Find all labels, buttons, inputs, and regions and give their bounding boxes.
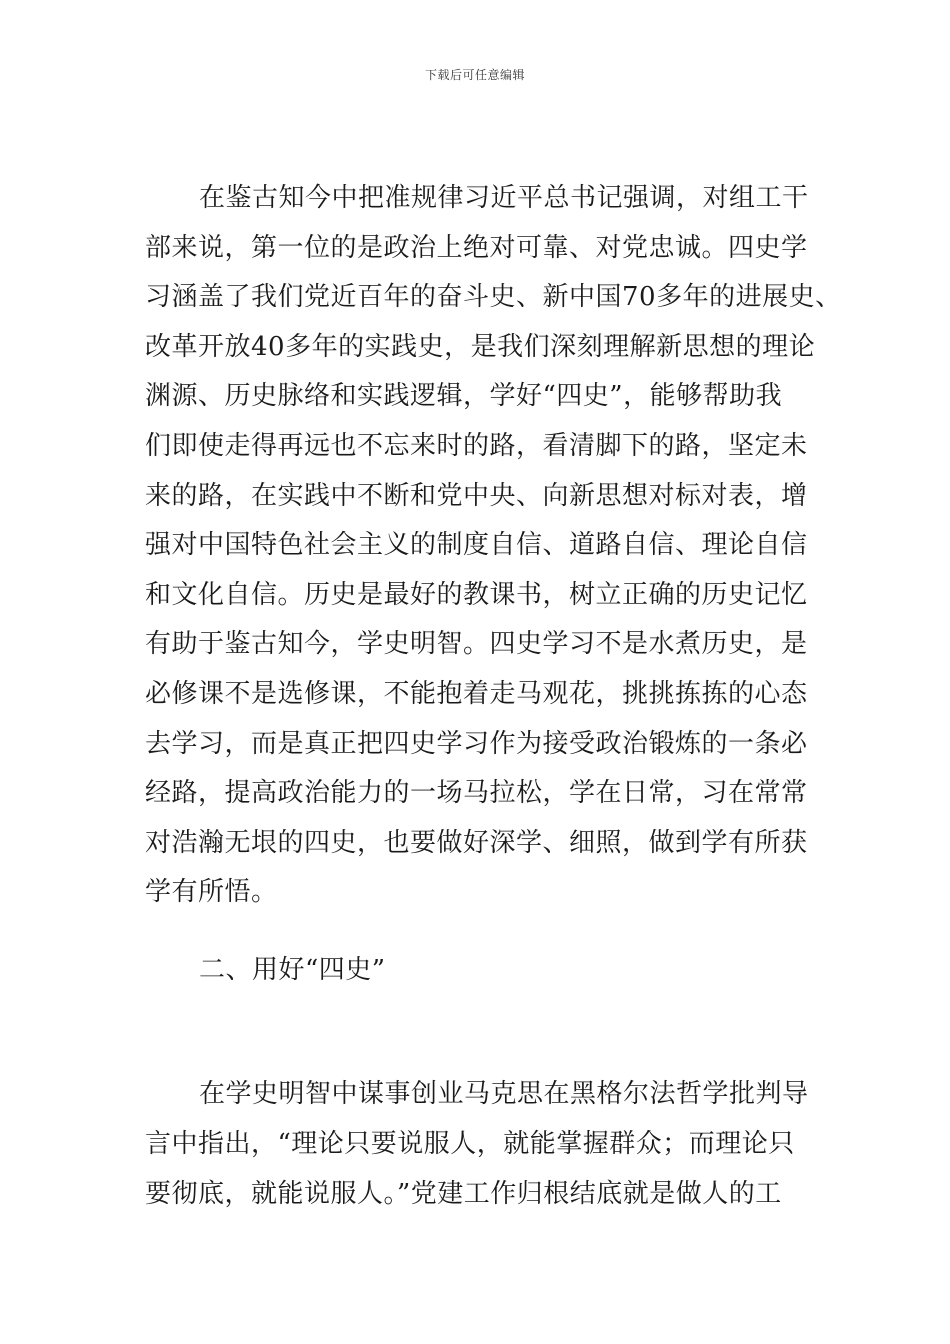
section-heading: 二、用好“四史” xyxy=(199,955,386,985)
paragraph-line: 在鉴古知今中把准规律习近平总书记强调，对组工干 xyxy=(199,183,809,213)
paragraph-line: 在学史明智中谋事创业马克思在黑格尔法哲学批判导 xyxy=(199,1079,809,1109)
paragraph-line: 来的路，在实践中不断和党中央、向新思想对标对表，增 xyxy=(145,480,808,511)
paragraph-line: 改革开放40多年的实践史，是我们深刻理解新思想的理论 xyxy=(145,331,816,362)
paragraph-line: 言中指出，“理论只要说服人，就能掌握群众；而理论只 xyxy=(145,1129,795,1159)
page-header: 下载后可任意编辑 xyxy=(424,68,525,82)
paragraph-line: 去学习，而是真正把四史学习作为接受政治锻炼的一条必 xyxy=(145,728,808,759)
paragraph-line: 学有所悟。 xyxy=(145,877,278,908)
paragraph-line: 渊源、历史脉络和实践逻辑，学好“四史”，能够帮助我 xyxy=(145,381,783,412)
paragraph-line: 们即使走得再远也不忘来时的路，看清脚下的路，坚定未 xyxy=(145,431,808,461)
paragraph-line: 要彻底，就能说服人。”党建工作归根结底就是做人的工 xyxy=(145,1179,782,1209)
paragraph-line: 强对中国特色社会主义的制度自信、道路自信、理论自信 xyxy=(145,530,808,561)
paragraph-line: 有助于鉴古知今，学史明智。四史学习不是水煮历史，是 xyxy=(145,629,808,660)
paragraph-line: 经路，提高政治能力的一场马拉松，学在日常，习在常常 xyxy=(145,778,808,809)
paragraph-line: 习涵盖了我们党近百年的奋斗史、新中国70多年的进展史、 xyxy=(145,282,842,313)
paragraph-line: 和文化自信。历史是最好的教课书，树立正确的历史记忆 xyxy=(145,579,808,610)
paragraph-line: 必修课不是选修课，不能抱着走马观花，挑挑拣拣的心态 xyxy=(145,679,808,709)
paragraph-line: 部来说，第一位的是政治上绝对可靠、对党忠诚。四史学 xyxy=(145,232,808,263)
paragraph-line: 对浩瀚无垠的四史，也要做好深学、细照，做到学有所获 xyxy=(145,827,808,858)
